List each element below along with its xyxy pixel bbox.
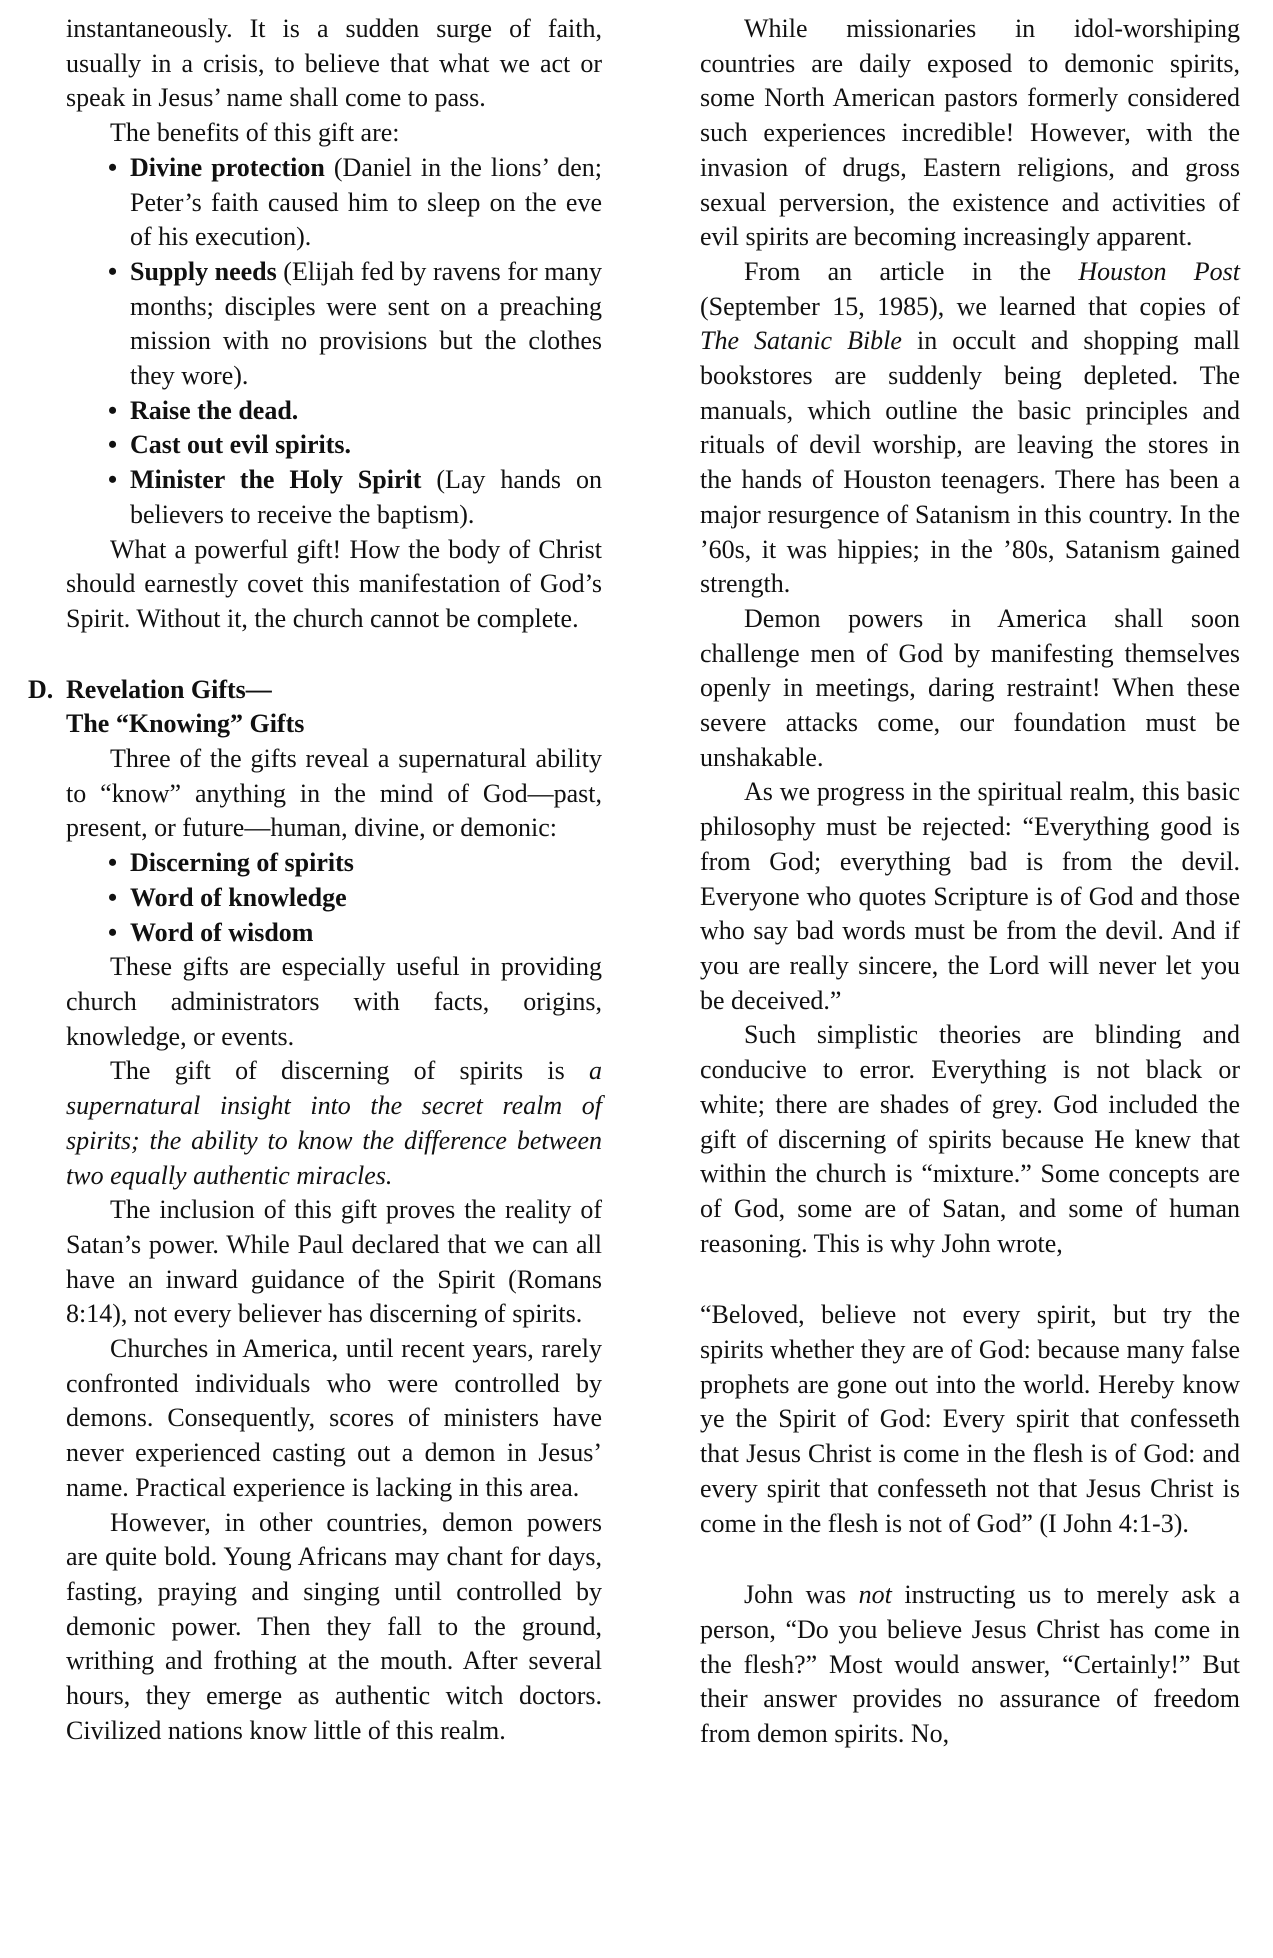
benefit-title: Divine protection [130,152,325,182]
paragraph-churches: Churches in America, until recent years, rarely confronted individuals who were controlled by demons. Consequently, scores of ministers have never experienced casting out a demon in Jesus’ name. Practical experience is lacking in this area. [66,1334,602,1502]
list-item: • Discerning of spirits [66,846,602,881]
benefits-list [66,151,602,533]
benefit-title: Cast out evil spirits. [130,430,351,460]
section-letter: D. [28,674,54,704]
revelation-gifts-list [66,846,602,950]
section-title-line2: The “Knowing” Gifts [66,709,305,739]
paragraph-article: From an article in the Houston Post (September 15, 1985), we learned that copies of The Satanic Bible in occult and shopping mall bookstores are suddenly being depleted. The manuals, which outline the basic principles and rituals of devil worship, are leaving the stores in the hands of Houston teenagers. There has been a major resurgence of Satanism in this country. In the ’60s, it was hippies; in the ’80s, Satanism gained strength. [700,256,1241,599]
book-title: The Satanic Bible [700,326,902,356]
list-item [66,151,602,255]
benefit-detail: (Lay hands on believers to receive the baptism). [130,465,602,529]
list-item: • Word of wisdom [66,916,602,951]
paragraph-progress: As we progress in the spiritual realm, this basic philosophy must be rejected: “Everything good is from God; everything bad is from the devil. Everyone who quotes Scripture is of God and those who say bad words must be from the devil. And if you are really sincere, the Lord will never let you be deceived.” [700,777,1240,1015]
paragraph-john: John was not instructing us to merely ask a person, “Do you believe Jesus Christ has come in the flesh?” Most would answer, “Certainly!” But their answer provides no assurance of freedom from demon spirits. No, [700,1580,1240,1749]
paragraph-three-gifts: Three of the gifts reveal a supernatural ability to “know” anything in the mind of God—past, present, or future—human, divine, or demonic: [66,744,602,843]
list-item [66,463,602,532]
benefit-title: Supply needs [130,256,277,286]
benefit-detail: (Daniel in the lions’ den; Peter’s faith caused him to sleep on the eve of his execution). [130,152,602,252]
paragraph-benefits-intro: The benefits of this gift are: [110,118,400,148]
paragraph-demon-powers: Demon powers in America shall soon challenge men of God by manifesting themselves openly in meetings, daring restraint! When these severe attacks come, our foundation must be unshakable. [700,603,1240,772]
benefit-detail: (Elijah fed by ravens for many months; disciples were sent on a preaching mission with no provisions but the clothes they wore). [130,256,602,391]
paragraph-useful: These gifts are especially useful in providing church administrators with facts, origins, knowledge, or events. [66,952,602,1051]
list-item: • Word of knowledge [66,881,602,916]
list-item [66,394,602,429]
list-item [66,428,602,463]
paragraph-missionaries: While missionaries in idol-worshiping countries are daily exposed to demonic spirits, some North American pastors formerly considered such experiences incredible! However, with the invasion of drugs, Eastern religions, and gross sexual perversion, the existence and activities of evil spirits are becoming increasingly apparent. [700,14,1240,252]
right-column [700,12,1240,1752]
paragraph-definition: The gift of discerning of spirits is a supernatural insight into the secret realm of spirits; the ability to know the difference between two equally authentic miracles. [66,1056,602,1190]
list-item [66,255,602,394]
definition-italic: a supernatural insight into the secret realm of spirits; the ability to know the difference between two equally authentic miracles. [66,1056,602,1190]
scripture-quote: “Beloved, believe not every spirit, but try the spirits whether they are of God: because many false prophets are gone out into the world. Hereby know ye the Spirit of God: Every spirit that confesseth that Jesus Christ is come in the flesh is of God: and every spirit that confesseth not that Jesus Christ is come in the flesh is not of God” (I John 4:1-3). [700,1300,1240,1538]
paragraph-inclusion: The inclusion of this gift proves the reality of Satan’s power. While Paul declared that we can all have an inward guidance of the Spirit (Romans 8:14), not every believer has discerning of spirits. [66,1195,602,1329]
left-column [28,12,602,1748]
paragraph-intro: instantaneously. It is a sudden surge of faith, usually in a crisis, to believe that what we act or speak in Jesus’ name shall come to pass. [66,14,602,113]
section-heading [28,673,602,742]
paragraph-powerful-gift: What a powerful gift! How the body of Christ should earnestly covet this manifestation of God’s Spirit. Without it, the church cannot be complete. [66,534,602,633]
paragraph-simplistic: Such simplistic theories are blinding and conducive to error. Everything is not black or white; there are shades of grey. God included the gift of discerning of spirits because He knew that within the church is “mixture.” Some concepts are of God, some are of Satan, and some of human reasoning. This is why John wrote, [700,1020,1240,1258]
paragraph-however: However, in other countries, demon powers are quite bold. Young Africans may chant for days, fasting, praying and singing until controlled by demonic power. Then they fall to the ground, writhing and frothing at the mouth. After several hours, they emerge as authentic witch doctors. Civilized nations know little of this realm. [66,1507,602,1745]
article-source: Houston Post [1078,256,1240,286]
emphasis-not: not [858,1580,892,1610]
benefit-title: Minister the Holy Spirit [130,465,422,495]
benefit-title: Raise the dead. [130,395,299,425]
section-title-line1: Revelation Gifts— [66,674,272,704]
